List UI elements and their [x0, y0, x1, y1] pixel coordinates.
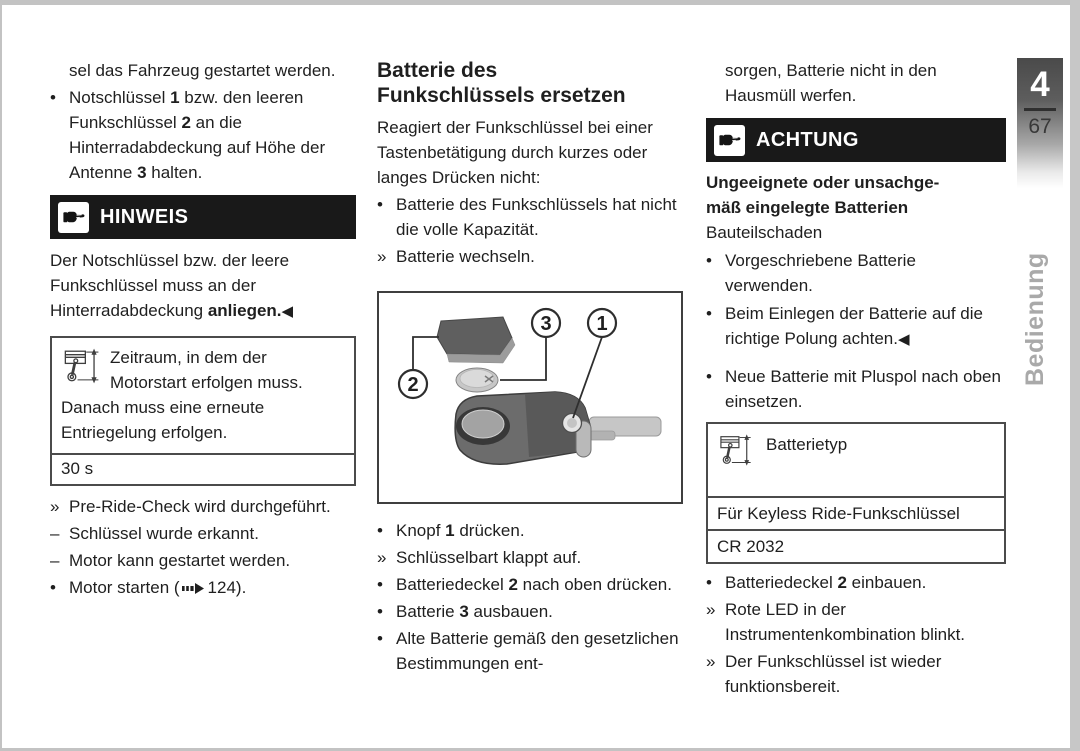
battery-type-header	[708, 424, 1004, 496]
piston-icon	[717, 432, 753, 475]
callout-2	[399, 370, 427, 398]
list-item-text: Schlüssel wurde erkannt.	[69, 524, 259, 543]
hinweis-body: Der Notschlüssel bzw. der leere Funkschlüssel muss an der Hinterradabdeckung anliegen.◀	[50, 251, 294, 320]
list-item	[706, 301, 1006, 352]
battery-type-row: Für Keyless Ride-Funkschlüssel	[708, 496, 1004, 529]
list-item	[377, 192, 683, 242]
list-item-text: Knopf 1 drücken.	[396, 521, 525, 540]
bullet-marker: •	[50, 88, 56, 107]
battery-type-title: Batterietyp	[766, 435, 848, 454]
list-item-text: Der Funkschlüssel ist wieder funktionsbereit.	[725, 652, 942, 696]
warning-list	[706, 248, 1006, 352]
page-frame-top	[0, 0, 1080, 5]
list-item	[706, 364, 1006, 414]
bullet-marker: •	[50, 578, 56, 597]
chapter-tab	[1017, 58, 1063, 188]
result-list	[50, 494, 356, 601]
coin-battery-part	[456, 368, 498, 392]
list-item	[377, 244, 683, 269]
list-item	[377, 572, 683, 597]
list-item	[377, 626, 683, 676]
piston-icon	[61, 347, 101, 392]
bullet-marker: •	[706, 304, 712, 323]
page-frame-right	[1070, 0, 1080, 751]
tech-data-value: 30 s	[52, 453, 354, 484]
svg-text:2: 2	[407, 374, 419, 396]
dash-marker: –	[50, 551, 60, 570]
column-middle	[377, 58, 683, 676]
bullet-marker: •	[377, 629, 383, 648]
list-item	[706, 570, 1006, 595]
symptom-list	[377, 192, 683, 269]
chapter-number: 4	[1030, 65, 1050, 104]
list-item	[50, 575, 356, 601]
list-item	[50, 548, 356, 573]
page-ref-arrow-icon	[182, 576, 204, 601]
list-item	[50, 521, 356, 546]
list-item	[50, 494, 356, 519]
list-item-text: Batteriedeckel 2 nach oben drücken.	[396, 575, 672, 594]
list-item-text: Batterie des Funkschlüssels hat nicht die volle Kapazität.	[396, 195, 677, 239]
list-item-text: Vorgeschriebene Batterie verwenden.	[725, 251, 916, 295]
bullet-marker: •	[706, 251, 712, 270]
result-marker: »	[50, 497, 60, 516]
tech-data-text: Zeitraum, in dem der Motorstart erfolgen muss. Danach muss eine erneute Entriegelung erfolgen.	[61, 348, 303, 442]
bullet-marker: •	[377, 195, 383, 214]
result-marker: »	[706, 652, 716, 671]
list-item-text: Alte Batterie gemäß den gesetzlichen Bestimmungen ent-	[396, 629, 679, 673]
callout-3	[532, 309, 560, 337]
list-item-text: Beim Einlegen der Batterie auf die richtige Polung achten.◀	[725, 304, 983, 348]
bullet-marker: •	[377, 575, 383, 594]
column-right	[706, 58, 1006, 699]
hinweis-bar	[50, 195, 356, 239]
column-left	[50, 58, 356, 601]
page-ref-number: 124	[207, 578, 236, 597]
page-number: 67	[1028, 115, 1052, 138]
list-item-text: Batterie 3 ausbauen.	[396, 602, 553, 621]
procedure-list	[377, 518, 683, 676]
battery-type-value: CR 2032	[708, 529, 1004, 562]
list-item-text: Motor starten ( 124).	[69, 578, 246, 597]
svg-text:3: 3	[540, 313, 552, 335]
key-fob-figure	[377, 291, 683, 504]
list-item	[377, 518, 683, 543]
pointing-hand-icon	[714, 125, 745, 156]
final-steps-list	[706, 570, 1006, 699]
page-frame-left	[0, 0, 2, 751]
bullet-marker: •	[706, 573, 712, 592]
section-heading: Batterie des Funkschlüssels ersetzen	[377, 59, 626, 107]
dash-marker: –	[50, 524, 60, 543]
section-label: Bedienung	[1021, 252, 1049, 386]
list-item-text: Schlüsselbart klappt auf.	[396, 548, 582, 567]
warning-heading: Ungeeignete oder unsachge- mäß eingelegte Batterien	[706, 173, 940, 217]
tech-data-box	[50, 336, 356, 486]
list-item-text: Motor kann gestartet werden.	[69, 551, 291, 570]
tab-divider	[1024, 108, 1056, 111]
list-item-text: Rote LED in der Instrumentenkombination blinkt.	[725, 600, 966, 644]
end-of-note-marker: ◀	[281, 303, 294, 320]
warning-subheading: Bauteilschaden	[706, 223, 823, 242]
list-item	[706, 597, 1006, 647]
continued-paragraph: sel das Fahrzeug gestartet werden.	[69, 61, 336, 80]
list-item-text: Batterie wechseln.	[396, 247, 535, 266]
result-marker: »	[377, 548, 387, 567]
result-marker: »	[706, 600, 716, 619]
list-item-text: Notschlüssel 1 bzw. den leeren Funkschlüssel 2 an die Hinterradabdeckung auf Höhe der Antenne 3 halten.	[69, 88, 326, 182]
list-item	[706, 248, 1006, 298]
list-item	[377, 599, 683, 624]
achtung-bar	[706, 118, 1006, 162]
list-item	[50, 85, 356, 185]
list-item	[377, 545, 683, 570]
achtung-title: ACHTUNG	[756, 128, 859, 151]
bullet-marker: •	[377, 602, 383, 621]
list-item-text: Batteriedeckel 2 einbauen.	[725, 573, 927, 592]
battery-type-table	[706, 422, 1006, 564]
key-fob-body	[455, 392, 661, 464]
list-item-text: Pre-Ride-Check wird durchgeführt.	[69, 497, 331, 516]
pointing-hand-icon	[58, 202, 89, 233]
result-marker: »	[377, 247, 387, 266]
list-item	[706, 649, 1006, 699]
end-of-note-marker: ◀	[897, 331, 910, 348]
battery-cover-part	[437, 317, 515, 363]
callout-1	[588, 309, 616, 337]
bullet-marker: •	[706, 367, 712, 386]
svg-text:1: 1	[596, 313, 608, 335]
intro-paragraph: Reagiert der Funkschlüssel bei einer Tastenbetätigung durch kurzes oder langes Drücken nicht:	[377, 118, 653, 187]
list-item-text: Neue Batterie mit Pluspol nach oben einsetzen.	[725, 367, 1001, 411]
hinweis-title: HINWEIS	[100, 205, 189, 228]
continued-paragraph: sorgen, Batterie nicht in den Hausmüll werfen.	[725, 61, 937, 105]
bullet-marker: •	[377, 521, 383, 540]
